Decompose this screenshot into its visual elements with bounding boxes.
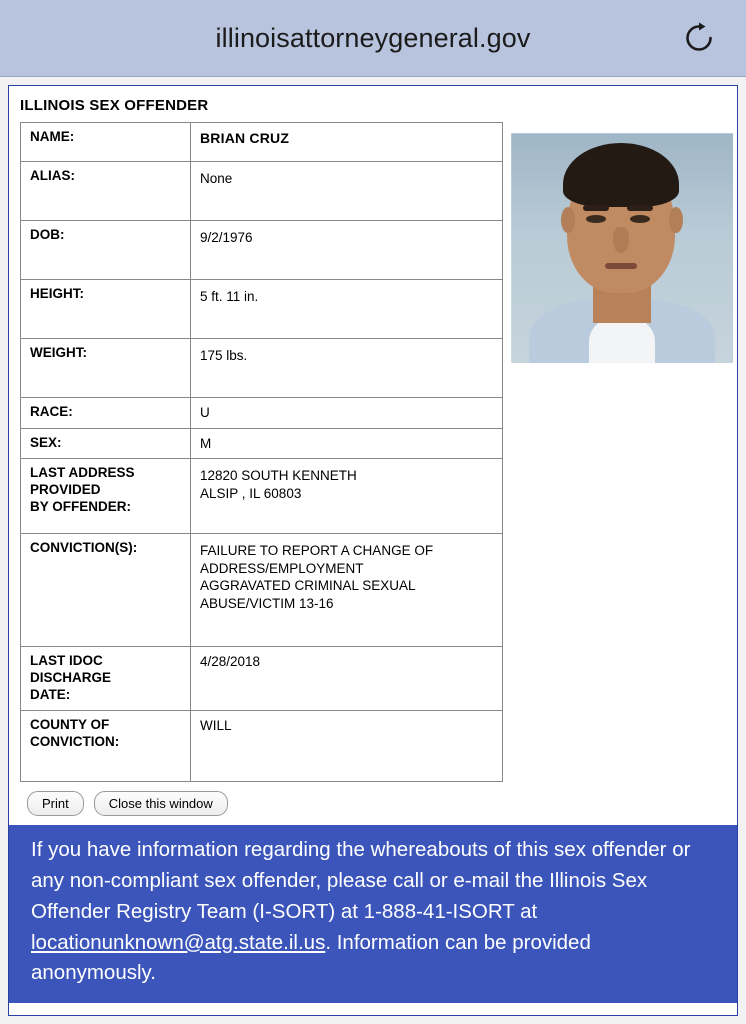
- address-line-1: 12820 SOUTH KENNETH: [200, 468, 357, 484]
- field-value-sex: M: [191, 428, 503, 459]
- table-row: [21, 647, 503, 711]
- field-value-height: [191, 280, 503, 339]
- photo-ear-right: [669, 207, 683, 233]
- table-row: [21, 398, 503, 429]
- field-value-dob: [191, 221, 503, 280]
- field-label-dob: DOB:: [21, 221, 191, 280]
- field-label-name: NAME:: [21, 123, 191, 162]
- conviction-line-4: ABUSE/VICTIM 13-16: [200, 595, 334, 611]
- photo-ear-left: [561, 207, 575, 233]
- field-value-last-address: [191, 459, 503, 534]
- photo-mouth: [605, 263, 637, 269]
- discharge-label-line2: DISCHARGE: [30, 669, 112, 685]
- field-label-convictions: CONVICTION(S):: [21, 534, 191, 647]
- address-line-2: ALSIP , IL 60803: [200, 485, 302, 501]
- discharge-label-line1: LAST IDOC: [30, 653, 103, 669]
- field-value-race: U: [191, 398, 503, 429]
- field-label-weight: WEIGHT:: [21, 339, 191, 398]
- table-row: [21, 710, 503, 781]
- table-row: [21, 428, 503, 459]
- browser-address-bar[interactable]: [0, 0, 746, 77]
- print-button[interactable]: Print: [27, 791, 84, 817]
- photo-brow-right: [627, 205, 653, 211]
- county-label-line1: COUNTY OF: [30, 716, 110, 732]
- field-label-discharge-date: [21, 647, 191, 711]
- offender-name: BRIAN CRUZ: [200, 130, 290, 146]
- photo-nose: [613, 227, 629, 253]
- offender-table: [20, 122, 503, 782]
- field-label-race: RACE:: [21, 398, 191, 429]
- alias-value: None: [200, 171, 233, 186]
- close-window-button[interactable]: Close this window: [94, 791, 228, 817]
- address-label-line3: BY OFFENDER:: [30, 498, 132, 514]
- conviction-line-2: ADDRESS/EMPLOYMENT: [200, 560, 364, 576]
- field-label-height: HEIGHT:: [21, 280, 191, 339]
- notice-email-link[interactable]: locationunknown@atg.state.il.us: [31, 930, 326, 954]
- table-row: [21, 339, 503, 398]
- table-row: [21, 221, 503, 280]
- table-row: [21, 123, 503, 162]
- dob-value: 9/2/1976: [200, 230, 253, 245]
- offender-details-row: [9, 122, 737, 782]
- field-value-discharge-date: 4/28/2018: [191, 647, 503, 711]
- action-buttons: [9, 782, 737, 826]
- table-row: [21, 162, 503, 221]
- photo-eye-right: [630, 215, 650, 223]
- field-value-name: [191, 123, 503, 162]
- field-value-county: WILL: [191, 710, 503, 781]
- information-notice: [9, 825, 737, 1003]
- page-title: ILLINOIS SEX OFFENDER: [20, 97, 209, 114]
- height-value: 5 ft. 11 in.: [200, 289, 259, 304]
- photo-eye-left: [586, 215, 606, 223]
- discharge-label-line3: DATE:: [30, 686, 71, 702]
- page-content: [0, 77, 746, 1024]
- weight-value: 175 lbs.: [200, 348, 248, 363]
- field-label-sex: SEX:: [21, 428, 191, 459]
- field-label-county: [21, 710, 191, 781]
- field-value-alias: [191, 162, 503, 221]
- notice-text-part2: . Information can be provided anonymously.: [31, 930, 591, 985]
- field-label-last-address: [21, 459, 191, 534]
- address-label-line1: LAST ADDRESS: [30, 465, 135, 481]
- reload-icon[interactable]: [680, 19, 718, 57]
- county-label-line2: CONVICTION:: [30, 733, 120, 749]
- table-row: [21, 534, 503, 647]
- field-label-alias: ALIAS:: [21, 162, 191, 221]
- field-value-weight: [191, 339, 503, 398]
- field-value-convictions: [191, 534, 503, 647]
- address-label-line2: PROVIDED: [30, 481, 101, 497]
- conviction-line-1: FAILURE TO REPORT A CHANGE OF: [200, 543, 434, 559]
- notice-text-part1: If you have information regarding the whereabouts of this sex offender or any non-compliant sex offender, please call or e-mail the Illinois Sex Offender Registry Team (I-SORT) at 1-888-41-ISORT at: [31, 838, 691, 923]
- offender-card: [8, 85, 738, 1016]
- table-row: [21, 280, 503, 339]
- photo-brow-left: [583, 205, 609, 211]
- offender-photo: [511, 133, 733, 363]
- conviction-line-3: AGGRAVATED CRIMINAL SEXUAL: [200, 578, 416, 594]
- url-text[interactable]: illinoisattorneygeneral.gov: [215, 22, 531, 53]
- offender-photo-column: [503, 122, 735, 363]
- table-row: [21, 459, 503, 534]
